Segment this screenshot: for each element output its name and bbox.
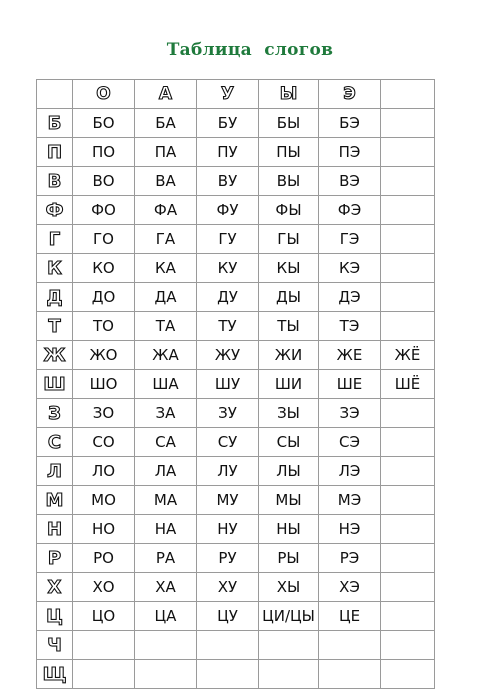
consonant-cell: [37, 399, 73, 428]
syllable-cell: ФЫ: [259, 196, 319, 225]
vowel-letter: О: [96, 84, 111, 104]
syllable-cell: ПА: [135, 138, 197, 167]
syllable-cell: ШИ: [259, 370, 319, 399]
consonant-cell: [37, 283, 73, 312]
syllable-cell: [381, 109, 435, 138]
syllable-cell: ЛЫ: [259, 457, 319, 486]
consonant-letter: П: [46, 141, 63, 163]
syllable-cell: [381, 138, 435, 167]
syllable-cell: ЗУ: [197, 399, 259, 428]
syllable-cell: ЖУ: [197, 341, 259, 370]
consonant-letter: С: [47, 431, 62, 453]
consonant-cell: [37, 486, 73, 515]
consonant-letter: Ц: [46, 605, 63, 627]
syllable-cell: МО: [73, 486, 135, 515]
syllable-cell: ГУ: [197, 225, 259, 254]
syllable-cell: ЦА: [135, 602, 197, 631]
vowel-letter: У: [220, 84, 235, 104]
syllable-cell: ГА: [135, 225, 197, 254]
table-row: [37, 631, 435, 660]
syllable-cell: ЗЭ: [319, 399, 381, 428]
syllable-cell: ШО: [73, 370, 135, 399]
syllable-cell: ТЫ: [259, 312, 319, 341]
syllable-cell: [381, 631, 435, 660]
syllable-cell: ХЫ: [259, 573, 319, 602]
table-row: [37, 109, 435, 138]
table-row: [37, 660, 435, 689]
syllable-cell: [381, 196, 435, 225]
consonant-cell: [37, 602, 73, 631]
consonant-letter: Х: [47, 576, 62, 598]
consonant-letter: Ч: [47, 634, 62, 656]
table-row: [37, 312, 435, 341]
syllable-cell: КЭ: [319, 254, 381, 283]
syllable-cell: [319, 631, 381, 660]
syllable-cell: [135, 660, 197, 689]
syllable-cell: ФЭ: [319, 196, 381, 225]
syllable-cell: [73, 660, 135, 689]
table-row: [37, 370, 435, 399]
table-row: [37, 573, 435, 602]
consonant-letter: Щ: [42, 663, 67, 685]
syllable-cell: КА: [135, 254, 197, 283]
syllable-cell: ТО: [73, 312, 135, 341]
syllable-cell: ЗА: [135, 399, 197, 428]
syllable-cell: РУ: [197, 544, 259, 573]
consonant-cell: [37, 254, 73, 283]
syllable-cell: БА: [135, 109, 197, 138]
syllable-cell: [381, 515, 435, 544]
syllable-cell: ВЫ: [259, 167, 319, 196]
syllable-cell: СО: [73, 428, 135, 457]
syllable-cell: ХУ: [197, 573, 259, 602]
syllable-cell: ЦЕ: [319, 602, 381, 631]
syllable-cell: [135, 631, 197, 660]
consonant-cell: [37, 660, 73, 689]
syllable-cell: НА: [135, 515, 197, 544]
syllable-cell: [259, 660, 319, 689]
syllable-cell: МУ: [197, 486, 259, 515]
syllable-cell: БУ: [197, 109, 259, 138]
syllable-cell: [381, 254, 435, 283]
syllable-cell: СЫ: [259, 428, 319, 457]
syllable-cell: НЭ: [319, 515, 381, 544]
syllable-cell: БЭ: [319, 109, 381, 138]
consonant-letter: В: [47, 170, 62, 192]
syllable-cell: ДЫ: [259, 283, 319, 312]
syllable-cell: [197, 660, 259, 689]
syllable-cell: МЫ: [259, 486, 319, 515]
syllable-cell: ПЭ: [319, 138, 381, 167]
syllable-cell: ДА: [135, 283, 197, 312]
syllable-cell: МЭ: [319, 486, 381, 515]
consonant-cell: [37, 631, 73, 660]
syllable-cell: ЗО: [73, 399, 135, 428]
table-row: [37, 544, 435, 573]
corner-cell: [37, 80, 73, 109]
table-row: [37, 341, 435, 370]
consonant-letter: Б: [47, 112, 62, 134]
vowel-header-cell: [259, 80, 319, 109]
syllable-cell: [381, 428, 435, 457]
syllable-cell: [381, 457, 435, 486]
vowel-header-cell: [197, 80, 259, 109]
syllable-cell: [319, 660, 381, 689]
syllable-cell: СЭ: [319, 428, 381, 457]
syllable-cell: ВА: [135, 167, 197, 196]
syllable-cell: ВУ: [197, 167, 259, 196]
table-row: [37, 602, 435, 631]
syllable-cell: ДУ: [197, 283, 259, 312]
consonant-letter: Ф: [45, 199, 64, 221]
syllable-cell: РО: [73, 544, 135, 573]
syllable-cell: ЦИ/ЦЫ: [259, 602, 319, 631]
vowel-header-cell: [73, 80, 135, 109]
consonant-letter: М: [45, 489, 64, 511]
syllable-cell: КУ: [197, 254, 259, 283]
syllable-cell: [381, 544, 435, 573]
syllable-cell: СА: [135, 428, 197, 457]
vowel-letter: Э: [343, 84, 356, 104]
consonant-cell: [37, 225, 73, 254]
vowel-header-cell: [319, 80, 381, 109]
syllable-cell: БО: [73, 109, 135, 138]
syllable-cell: ШУ: [197, 370, 259, 399]
consonant-letter: Р: [47, 547, 62, 569]
syllable-cell: ТА: [135, 312, 197, 341]
consonant-cell: [37, 544, 73, 573]
syllable-cell: [381, 602, 435, 631]
consonant-cell: [37, 370, 73, 399]
syllable-cell: ЖО: [73, 341, 135, 370]
syllable-cell: ПУ: [197, 138, 259, 167]
consonant-letter: Г: [48, 228, 61, 250]
syllable-cell: [197, 631, 259, 660]
syllable-cell: ПЫ: [259, 138, 319, 167]
consonant-cell: [37, 428, 73, 457]
syllable-cell: ЛУ: [197, 457, 259, 486]
syllable-cell: ТЭ: [319, 312, 381, 341]
consonant-letter: Д: [46, 286, 63, 308]
syllable-cell: РЭ: [319, 544, 381, 573]
consonant-cell: [37, 515, 73, 544]
syllable-cell: ЖА: [135, 341, 197, 370]
syllable-cell: ГЭ: [319, 225, 381, 254]
syllable-cell: НЫ: [259, 515, 319, 544]
syllable-cell: ФА: [135, 196, 197, 225]
syllable-cell: ДО: [73, 283, 135, 312]
table-row: [37, 254, 435, 283]
table-row: [37, 138, 435, 167]
consonant-cell: [37, 573, 73, 602]
consonant-letter: Ж: [43, 344, 66, 366]
consonant-letter: К: [47, 257, 62, 279]
syllable-cell: [381, 486, 435, 515]
syllable-cell: [259, 631, 319, 660]
syllable-cell: ШЁ: [381, 370, 435, 399]
syllable-cell: МА: [135, 486, 197, 515]
table-row: [37, 486, 435, 515]
consonant-letter: Ш: [43, 373, 66, 395]
consonant-cell: [37, 457, 73, 486]
consonant-letter: Н: [46, 518, 63, 540]
syllable-cell: ФО: [73, 196, 135, 225]
vowel-header-cell: [381, 80, 435, 109]
vowel-header-row: [37, 80, 435, 109]
consonant-cell: [37, 109, 73, 138]
consonant-letter: Т: [48, 315, 61, 337]
consonant-cell: [37, 341, 73, 370]
table-row: [37, 399, 435, 428]
syllable-cell: [73, 631, 135, 660]
consonant-letter: Л: [47, 460, 62, 482]
consonant-cell: [37, 312, 73, 341]
syllable-cell: ЦО: [73, 602, 135, 631]
table-row: [37, 167, 435, 196]
table-row: [37, 283, 435, 312]
syllable-cell: ЛА: [135, 457, 197, 486]
syllable-cell: ЛО: [73, 457, 135, 486]
syllable-cell: [381, 660, 435, 689]
syllable-cell: ВЭ: [319, 167, 381, 196]
consonant-cell: [37, 196, 73, 225]
syllable-cell: БЫ: [259, 109, 319, 138]
syllable-cell: [381, 167, 435, 196]
syllable-cell: ЖИ: [259, 341, 319, 370]
syllable-cell: СУ: [197, 428, 259, 457]
syllable-cell: ХО: [73, 573, 135, 602]
syllable-cell: ПО: [73, 138, 135, 167]
consonant-letter: З: [48, 402, 61, 424]
syllable-rows: [37, 109, 435, 689]
syllable-cell: ЖЕ: [319, 341, 381, 370]
syllable-cell: ДЭ: [319, 283, 381, 312]
syllable-cell: ЦУ: [197, 602, 259, 631]
vowel-header-cell: [135, 80, 197, 109]
syllable-cell: ГО: [73, 225, 135, 254]
syllable-cell: [381, 312, 435, 341]
table-row: [37, 428, 435, 457]
syllable-cell: ЛЭ: [319, 457, 381, 486]
syllable-cell: ЗЫ: [259, 399, 319, 428]
table-row: [37, 457, 435, 486]
syllable-cell: ТУ: [197, 312, 259, 341]
syllable-cell: [381, 283, 435, 312]
syllable-table: [36, 79, 435, 689]
syllable-cell: [381, 399, 435, 428]
syllable-cell: ША: [135, 370, 197, 399]
vowel-letter: А: [158, 84, 173, 104]
syllable-cell: КЫ: [259, 254, 319, 283]
syllable-cell: ХЭ: [319, 573, 381, 602]
page-title: Таблица слогов: [166, 40, 334, 60]
syllable-cell: НУ: [197, 515, 259, 544]
syllable-cell: [381, 225, 435, 254]
syllable-cell: ХА: [135, 573, 197, 602]
syllable-cell: ГЫ: [259, 225, 319, 254]
table-row: [37, 225, 435, 254]
syllable-cell: РЫ: [259, 544, 319, 573]
table-row: [37, 196, 435, 225]
syllable-cell: [381, 573, 435, 602]
syllable-cell: НО: [73, 515, 135, 544]
table-row: [37, 515, 435, 544]
consonant-cell: [37, 167, 73, 196]
syllable-cell: ФУ: [197, 196, 259, 225]
syllable-cell: ШЕ: [319, 370, 381, 399]
syllable-cell: ЖЁ: [381, 341, 435, 370]
consonant-cell: [37, 138, 73, 167]
syllable-cell: КО: [73, 254, 135, 283]
syllable-cell: ВО: [73, 167, 135, 196]
vowel-letter: Ы: [279, 84, 298, 104]
syllable-cell: РА: [135, 544, 197, 573]
